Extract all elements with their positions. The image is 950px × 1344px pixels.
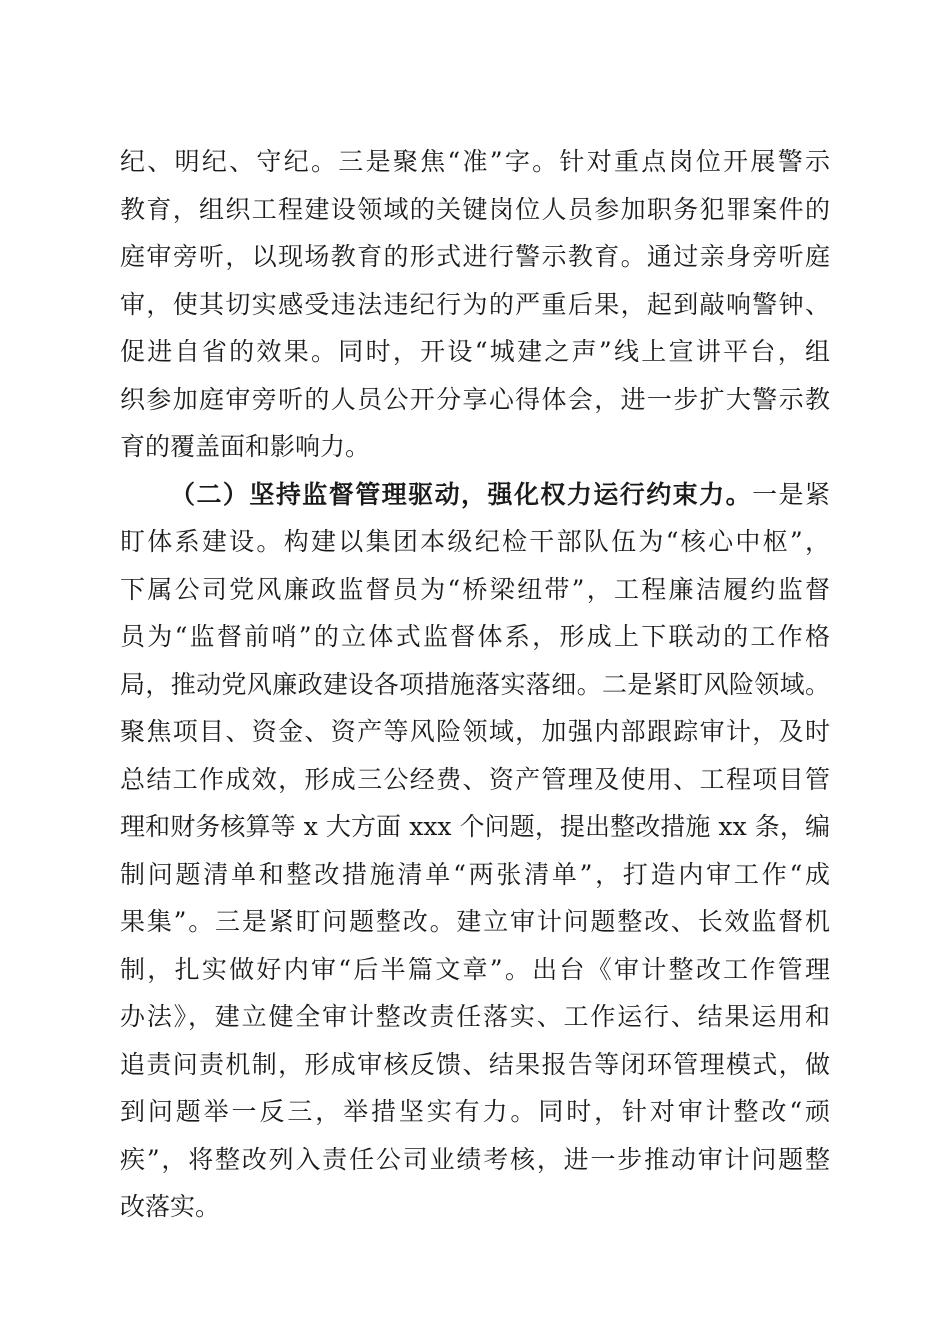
section-heading: （二）坚持监督管理驱动，强化权力运行约束力。 — [170, 479, 753, 509]
paragraph-line: 下属公司党风廉政监督员为“桥梁纽带”，工程廉洁履约监督 — [120, 574, 830, 604]
paragraph-warning-education — [120, 138, 830, 471]
paragraph-line: 局，推动党风廉政建设各项措施落实落细。二是紧盯风险领域。 — [120, 669, 830, 699]
paragraph-supervision-management — [120, 471, 830, 1231]
paragraph-line: 纪、明纪、守纪。三是聚焦“准”字。针对重点岗位开展警示 — [120, 147, 830, 176]
paragraph-line: 聚焦项目、资金、资产等风险领域，加强内部跟踪审计，及时 — [120, 717, 830, 746]
paragraph-line: 育的覆盖面和影响力。 — [120, 432, 371, 461]
paragraph-line: 果集”。三是紧盯问题整改。建立审计问题整改、长效监督机 — [120, 907, 830, 936]
document-body — [120, 138, 830, 1231]
paragraph-line: 员为“监督前哨”的立体式监督体系，形成上下联动的工作格 — [120, 622, 830, 651]
paragraph-line: 追责问责机制，形成审核反馈、结果报告等闭环管理模式，做 — [120, 1049, 830, 1079]
paragraph-line: 织参加庭审旁听的人员公开分享心得体会，进一步扩大警示教 — [120, 384, 830, 414]
paragraph-line: 庭审旁听，以现场教育的形式进行警示教育。通过亲身旁听庭 — [120, 242, 830, 271]
paragraph-line: 审，使其切实感受违法违纪行为的严重后果，起到敲响警钟、 — [120, 289, 830, 319]
paragraph-line: 办法》，建立健全审计整改责任落实、工作运行、结果运用和 — [120, 1002, 830, 1031]
paragraph-line: 制问题清单和整改措施清单“两张清单”，打造内审工作“成 — [120, 859, 830, 889]
paragraph-line: 总结工作成效，形成三公经费、资产管理及使用、工程项目管 — [120, 764, 830, 794]
paragraph-first-line — [120, 471, 830, 519]
paragraph-line: 到问题举一反三，举措坚实有力。同时，针对审计整改“顽 — [120, 1097, 830, 1126]
paragraph-line: 教育，组织工程建设领域的关键岗位人员参加职务犯罪案件的 — [120, 194, 830, 224]
paragraph-line: 促进自省的效果。同时，开设“城建之声”线上宣讲平台，组 — [120, 337, 830, 366]
paragraph-line: 疾”，将整改列入责任公司业绩考核，进一步推动审计问题整 — [120, 1144, 830, 1174]
paragraph-line: 改落实。 — [120, 1192, 221, 1221]
paragraph-text: 一是紧 — [752, 479, 830, 509]
paragraph-line: 盯体系建设。构建以集团本级纪检干部队伍为“核心中枢”， — [120, 527, 830, 556]
paragraph-line: 制，扎实做好内审“后半篇文章”。出台《审计整改工作管理 — [120, 954, 830, 984]
paragraph-line: 理和财务核算等 x 大方面 xxx 个问题，提出整改措施 xx 条，编 — [120, 812, 830, 841]
